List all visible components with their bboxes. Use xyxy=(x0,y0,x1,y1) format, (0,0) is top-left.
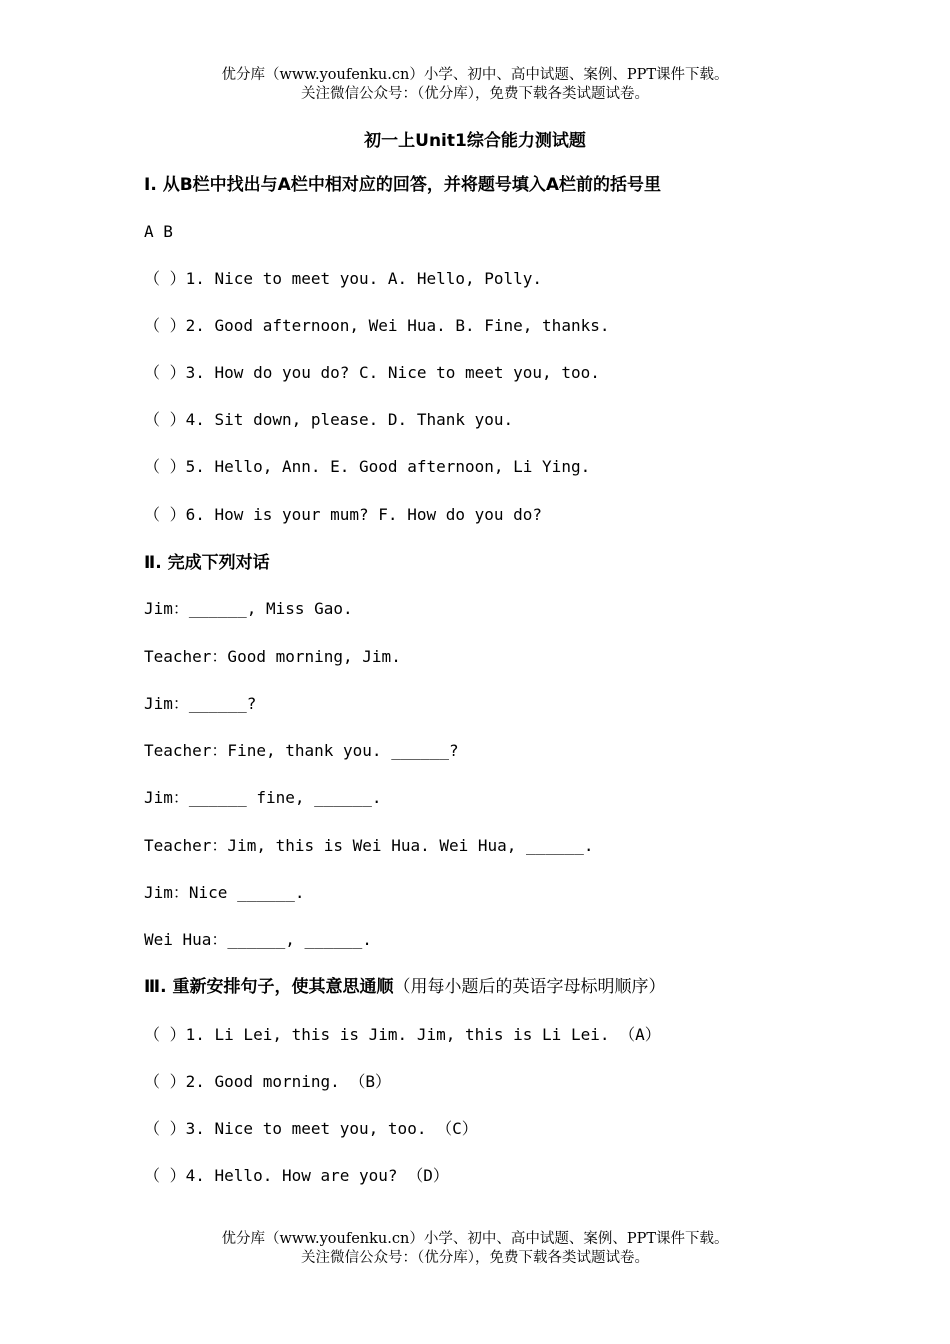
page-header xyxy=(0,66,950,104)
matching-item: （ ）3. How do you do? C. Nice to meet you, too. xyxy=(144,363,600,382)
page-footer xyxy=(0,1230,950,1268)
header-line-1: 优分库（www.youfenku.cn）小学、初中、高中试题、案例、PPT课件下载。 xyxy=(221,67,729,83)
matching-item: （ ）6. How is your mum? F. How do you do? xyxy=(144,505,543,524)
section-3-title: Ⅲ. 重新安排句子，使其意思通顺 xyxy=(144,977,394,997)
footer-line-1: 优分库（www.youfenku.cn）小学、初中、高中试题、案例、PPT课件下载。 xyxy=(221,1231,729,1247)
document-title: 初一上Unit1综合能力测试题 xyxy=(364,131,586,151)
dialogue-line: Wei Hua：______, ______. xyxy=(144,930,372,949)
section-3-heading xyxy=(144,976,665,998)
section-1-heading: Ⅰ. 从B栏中找出与A栏中相对应的回答，并将题号填入A栏前的括号里 xyxy=(144,175,661,195)
section-3-note: （用每小题后的英语字母标明顺序） xyxy=(393,977,666,997)
ordering-item: （ ）2. Good morning. （B） xyxy=(144,1072,392,1091)
matching-item: （ ）1. Nice to meet you. A. Hello, Polly. xyxy=(144,269,543,288)
column-labels: A B xyxy=(144,222,173,241)
matching-item: （ ）2. Good afternoon, Wei Hua. B. Fine, thanks. xyxy=(144,316,610,335)
dialogue-line: Jim：______ fine, ______. xyxy=(144,788,382,807)
dialogue-line: Jim：Nice ______. xyxy=(144,883,305,902)
ordering-item: （ ）1. Li Lei, this is Jim. Jim, this is Li Lei. （A） xyxy=(144,1025,661,1044)
ordering-item: （ ）3. Nice to meet you, too. （C） xyxy=(144,1119,478,1138)
ordering-item: （ ）4. Hello. How are you? （D） xyxy=(144,1166,449,1185)
matching-item: （ ）4. Sit down, please. D. Thank you. xyxy=(144,410,514,429)
section-2-heading: Ⅱ. 完成下列对话 xyxy=(144,553,270,573)
footer-line-2: 关注微信公众号：（优分库），免费下载各类试题试卷。 xyxy=(301,1250,649,1266)
header-line-2: 关注微信公众号：（优分库），免费下载各类试题试卷。 xyxy=(301,86,649,102)
dialogue-line: Teacher：Fine, thank you. ______? xyxy=(144,741,459,760)
dialogue-line: Jim：______, Miss Gao. xyxy=(144,599,353,618)
dialogue-line: Jim：______? xyxy=(144,694,257,713)
matching-item: （ ）5. Hello, Ann. E. Good afternoon, Li Ying. xyxy=(144,457,591,476)
dialogue-line: Teacher：Jim, this is Wei Hua. Wei Hua, ______. xyxy=(144,836,594,855)
dialogue-line: Teacher：Good morning, Jim. xyxy=(144,647,401,666)
